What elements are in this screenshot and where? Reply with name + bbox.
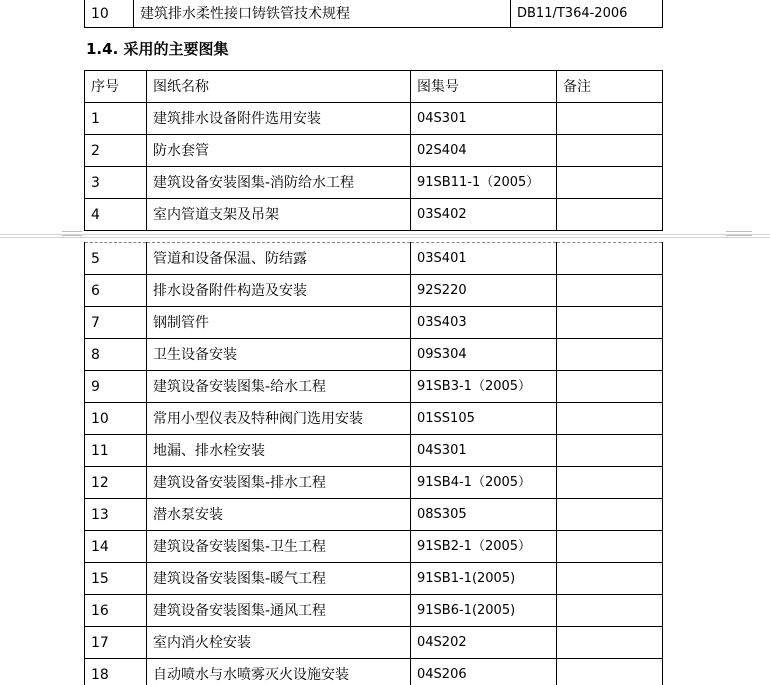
table-row [85,371,663,403]
row-index: 13 [85,499,147,531]
row-note [557,275,663,307]
atlas-table-part2 [84,242,663,685]
row-code: 04S202 [411,627,557,659]
row-index: 2 [85,135,147,167]
previous-table-fragment [84,0,663,28]
table-row [85,563,663,595]
table-row [85,627,663,659]
row-index: 14 [85,531,147,563]
row-name: 建筑设备安装图集-卫生工程 [147,531,411,563]
table-row [85,103,663,135]
table-header-row [85,71,663,103]
row-name: 建筑排水柔性接口铸铁管技术规程 [134,0,511,28]
row-name: 潜水泵安装 [147,499,411,531]
row-name: 建筑排水设备附件选用安装 [147,103,411,135]
row-code: 04S301 [411,103,557,135]
row-name: 卫生设备安装 [147,339,411,371]
header-code: 图集号 [411,71,557,103]
row-name: 钢制管件 [147,307,411,339]
row-index: 7 [85,307,147,339]
row-name: 建筑设备安装图集-消防给水工程 [147,167,411,199]
row-index: 10 [85,0,134,28]
row-index: 9 [85,371,147,403]
row-name: 排水设备附件构造及安装 [147,275,411,307]
row-name: 室内管道支架及吊架 [147,199,411,231]
row-index: 16 [85,595,147,627]
row-note [557,199,663,231]
table-row [85,467,663,499]
row-index: 15 [85,563,147,595]
row-index: 12 [85,467,147,499]
row-index: 10 [85,403,147,435]
table-row [85,435,663,467]
row-note [557,563,663,595]
row-name: 建筑设备安装图集-给水工程 [147,371,411,403]
row-index: 8 [85,339,147,371]
row-note [557,103,663,135]
table-row [85,199,663,231]
row-code: 08S305 [411,499,557,531]
row-code: 04S301 [411,435,557,467]
row-note [557,595,663,627]
row-code: 91SB2-1（2005） [411,531,557,563]
row-index: 4 [85,199,147,231]
row-code: 09S304 [411,339,557,371]
row-index: 11 [85,435,147,467]
row-index: 18 [85,659,147,685]
header-index: 序号 [85,71,147,103]
row-index: 1 [85,103,147,135]
row-note [557,435,663,467]
row-name: 建筑设备安装图集-排水工程 [147,467,411,499]
row-name: 常用小型仪表及特种阀门选用安装 [147,403,411,435]
row-code: 91SB3-1（2005） [411,371,557,403]
row-code: 02S404 [411,135,557,167]
row-code: 91SB1-1(2005) [411,563,557,595]
row-name: 建筑设备安装图集-暖气工程 [147,563,411,595]
atlas-table-part1 [84,70,663,231]
table-row [85,243,663,275]
row-name: 地漏、排水栓安装 [147,435,411,467]
row-note [557,403,663,435]
row-name: 防水套管 [147,135,411,167]
row-name: 管道和设备保温、防结露 [147,243,411,275]
row-code: 91SB11-1（2005） [411,167,557,199]
row-code: 04S206 [411,659,557,685]
row-note [557,371,663,403]
row-code: 03S401 [411,243,557,275]
row-code: 91SB4-1（2005） [411,467,557,499]
table-row [85,0,663,28]
row-note [557,339,663,371]
row-index: 5 [85,243,147,275]
row-code: 03S402 [411,199,557,231]
row-name: 建筑设备安装图集-通风工程 [147,595,411,627]
table-row [85,135,663,167]
page-break-divider [0,234,770,238]
section-heading: 1.4. 采用的主要图集 [86,40,229,58]
table-row [85,167,663,199]
row-code: 01SS105 [411,403,557,435]
row-note [557,531,663,563]
table-row [85,307,663,339]
row-code: 92S220 [411,275,557,307]
header-note: 备注 [557,71,663,103]
row-note [557,243,663,275]
table-row [85,531,663,563]
table-row [85,403,663,435]
table-row [85,659,663,685]
table-row [85,275,663,307]
row-note [557,659,663,685]
row-note [557,627,663,659]
row-index: 3 [85,167,147,199]
row-name: 室内消火栓安装 [147,627,411,659]
table-row [85,595,663,627]
table-row [85,339,663,371]
row-code: 91SB6-1(2005) [411,595,557,627]
row-note [557,135,663,167]
table-row [85,499,663,531]
header-name: 图纸名称 [147,71,411,103]
row-note [557,167,663,199]
row-name: 自动喷水与水喷雾灭火设施安装 [147,659,411,685]
row-note [557,467,663,499]
row-note [557,499,663,531]
row-code: DB11/T364-2006 [511,0,663,28]
row-index: 6 [85,275,147,307]
row-note [557,307,663,339]
page-break-marker-right [726,228,752,242]
row-code: 03S403 [411,307,557,339]
row-index: 17 [85,627,147,659]
page-break-marker-left [62,228,82,242]
